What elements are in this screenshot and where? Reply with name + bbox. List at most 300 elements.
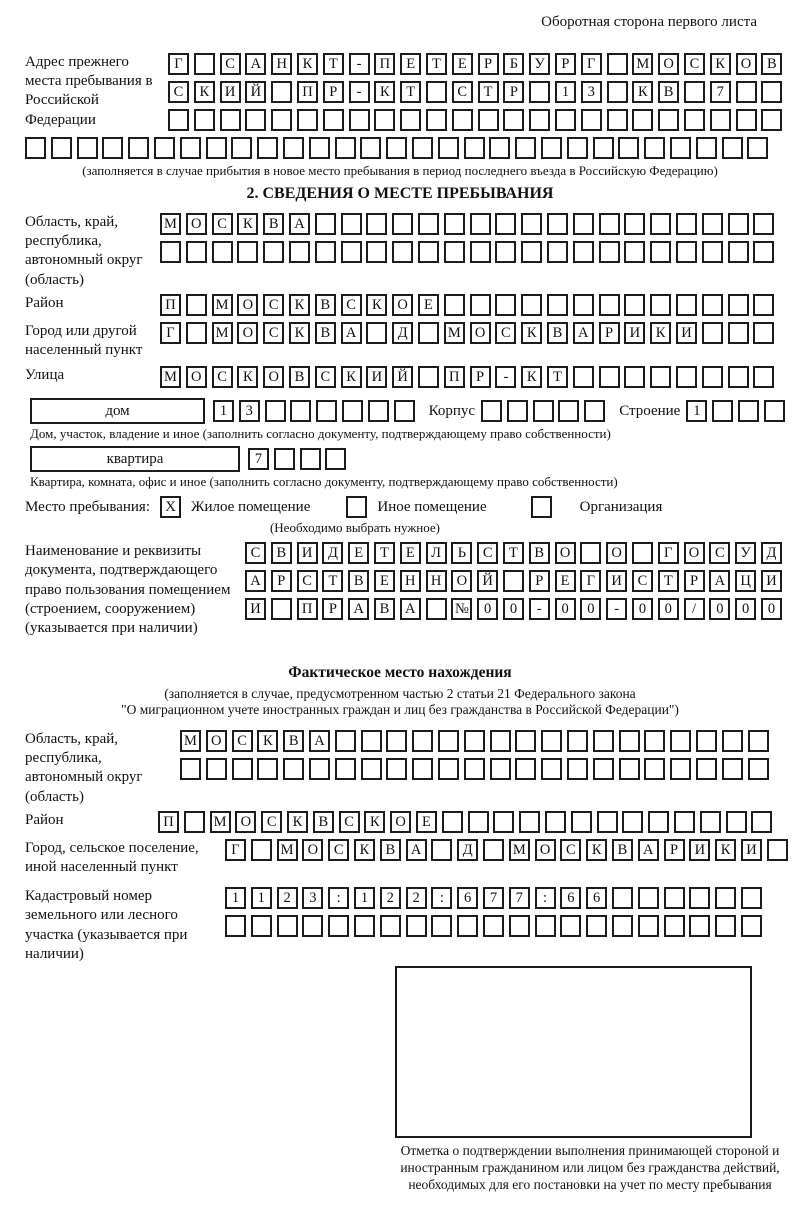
char-box[interactable] [586,915,607,937]
char-box[interactable] [644,730,665,752]
char-box[interactable] [438,730,459,752]
char-box[interactable]: Т [547,366,568,388]
char-box[interactable]: Т [323,53,344,75]
char-box[interactable]: 0 [709,598,730,620]
char-box[interactable] [180,758,201,780]
char-box[interactable] [753,322,774,344]
char-box[interactable] [767,839,788,861]
char-box[interactable]: А [406,839,427,861]
char-box[interactable] [529,81,550,103]
char-box[interactable]: 0 [735,598,756,620]
char-box[interactable] [560,915,581,937]
char-box[interactable] [507,400,528,422]
char-box[interactable] [632,109,653,131]
char-box[interactable]: М [509,839,530,861]
char-box[interactable] [607,81,628,103]
char-box[interactable] [535,915,556,937]
char-box[interactable]: Р [271,570,292,592]
char-box[interactable] [392,213,413,235]
char-box[interactable]: А [573,322,594,344]
char-box[interactable] [335,137,356,159]
char-box[interactable] [237,241,258,263]
char-box[interactable] [186,294,207,316]
char-box[interactable]: Й [477,570,498,592]
char-box[interactable] [521,294,542,316]
char-box[interactable] [309,758,330,780]
char-box[interactable] [670,137,691,159]
char-box[interactable] [710,109,731,131]
char-box[interactable]: Р [478,53,499,75]
char-box[interactable] [738,400,759,422]
char-box[interactable]: Т [426,53,447,75]
char-box[interactable]: Д [392,322,413,344]
char-box[interactable]: И [606,570,627,592]
char-box[interactable]: : [328,887,349,909]
char-box[interactable] [702,322,723,344]
char-box[interactable]: К [257,730,278,752]
char-box[interactable] [418,241,439,263]
char-box[interactable] [274,448,295,470]
char-box[interactable]: Р [503,81,524,103]
char-box[interactable] [696,758,717,780]
char-box[interactable]: А [400,598,421,620]
char-box[interactable] [700,811,721,833]
char-box[interactable]: С [477,542,498,564]
char-box[interactable] [431,915,452,937]
char-box[interactable]: С [212,366,233,388]
char-box[interactable] [418,213,439,235]
char-box[interactable]: Ц [735,570,756,592]
char-box[interactable]: 2 [277,887,298,909]
char-box[interactable] [676,213,697,235]
char-box[interactable]: В [348,570,369,592]
char-box[interactable] [624,366,645,388]
char-box[interactable]: П [158,811,179,833]
char-box[interactable] [392,241,413,263]
char-box[interactable] [300,448,321,470]
char-box[interactable] [271,109,292,131]
char-box[interactable] [670,758,691,780]
char-box[interactable] [650,213,671,235]
char-box[interactable] [328,915,349,937]
char-box[interactable]: К [289,294,310,316]
char-box[interactable]: П [374,53,395,75]
char-box[interactable] [581,109,602,131]
char-box[interactable]: Р [664,839,685,861]
char-box[interactable] [541,758,562,780]
char-box[interactable]: В [283,730,304,752]
char-box[interactable]: Д [761,542,782,564]
char-box[interactable]: 1 [686,400,707,422]
char-box[interactable] [736,81,757,103]
char-box[interactable] [374,109,395,131]
char-box[interactable]: 6 [457,887,478,909]
char-box[interactable] [394,400,415,422]
char-box[interactable] [607,109,628,131]
char-box[interactable] [644,137,665,159]
char-box[interactable]: О [684,542,705,564]
char-box[interactable]: И [297,542,318,564]
char-box[interactable] [547,241,568,263]
char-box[interactable] [753,241,774,263]
char-box[interactable]: И [676,322,697,344]
char-box[interactable] [349,109,370,131]
char-box[interactable] [342,400,363,422]
char-box[interactable] [658,109,679,131]
char-box[interactable] [442,811,463,833]
char-box[interactable] [664,915,685,937]
char-box[interactable] [612,915,633,937]
char-box[interactable] [632,542,653,564]
char-box[interactable] [438,758,459,780]
char-box[interactable] [290,400,311,422]
char-box[interactable] [728,294,749,316]
char-box[interactable] [715,915,736,937]
char-box[interactable] [232,758,253,780]
char-box[interactable] [599,294,620,316]
char-box[interactable]: К [364,811,385,833]
char-box[interactable]: 6 [560,887,581,909]
char-box[interactable]: : [431,887,452,909]
char-box[interactable] [289,241,310,263]
char-box[interactable]: В [271,542,292,564]
char-box[interactable] [186,322,207,344]
char-box[interactable] [361,730,382,752]
char-box[interactable]: К [354,839,375,861]
char-box[interactable]: К [366,294,387,316]
char-box[interactable]: К [341,366,362,388]
char-box[interactable] [593,137,614,159]
char-box[interactable]: О [235,811,256,833]
char-box[interactable] [573,213,594,235]
char-box[interactable]: В [658,81,679,103]
char-box[interactable] [722,758,743,780]
char-box[interactable]: Г [168,53,189,75]
char-box[interactable]: П [444,366,465,388]
char-box[interactable]: Н [426,570,447,592]
char-box[interactable] [464,730,485,752]
char-box[interactable]: Р [684,570,705,592]
char-box[interactable] [283,758,304,780]
char-box[interactable]: А [341,322,362,344]
char-box[interactable]: К [194,81,215,103]
char-box[interactable]: Т [658,570,679,592]
char-box[interactable] [452,109,473,131]
char-box[interactable]: Д [322,542,343,564]
char-box[interactable]: В [612,839,633,861]
char-box[interactable] [366,241,387,263]
char-box[interactable] [599,213,620,235]
char-box[interactable] [265,400,286,422]
char-box[interactable] [493,811,514,833]
char-box[interactable] [676,294,697,316]
char-box[interactable]: 1 [225,887,246,909]
char-box[interactable]: Е [400,542,421,564]
char-box[interactable]: М [632,53,653,75]
confirmation-stamp-box[interactable] [395,966,752,1138]
char-box[interactable] [180,137,201,159]
char-box[interactable] [380,915,401,937]
char-box[interactable] [323,109,344,131]
char-box[interactable] [573,366,594,388]
char-box[interactable] [684,109,705,131]
char-box[interactable]: 3 [302,887,323,909]
char-box[interactable] [426,598,447,620]
char-box[interactable]: Й [392,366,413,388]
char-box[interactable] [715,887,736,909]
char-box[interactable] [547,294,568,316]
char-box[interactable] [567,758,588,780]
char-box[interactable] [490,730,511,752]
char-box[interactable] [495,241,516,263]
char-box[interactable]: К [287,811,308,833]
char-box[interactable]: Т [322,570,343,592]
char-box[interactable]: 3 [581,81,602,103]
char-box[interactable] [515,758,536,780]
char-box[interactable] [722,730,743,752]
char-box[interactable] [470,213,491,235]
char-box[interactable] [341,213,362,235]
char-box[interactable] [481,400,502,422]
char-box[interactable]: И [689,839,710,861]
char-box[interactable] [360,137,381,159]
char-box[interactable]: О [302,839,323,861]
char-box[interactable]: С [220,53,241,75]
char-box[interactable]: М [444,322,465,344]
char-box[interactable]: В [529,542,550,564]
char-box[interactable]: Е [555,570,576,592]
char-box[interactable]: : [535,887,556,909]
char-box[interactable] [464,758,485,780]
char-box[interactable]: Л [426,542,447,564]
char-box[interactable]: С [632,570,653,592]
char-box[interactable]: 0 [555,598,576,620]
char-box[interactable]: Г [580,570,601,592]
char-box[interactable]: В [315,322,336,344]
char-box[interactable] [128,137,149,159]
char-box[interactable]: Г [658,542,679,564]
char-box[interactable]: М [210,811,231,833]
char-box[interactable] [670,730,691,752]
char-box[interactable]: О [186,366,207,388]
char-box[interactable]: С [245,542,266,564]
char-box[interactable]: 3 [239,400,260,422]
char-box[interactable]: Б [503,53,524,75]
char-box[interactable] [361,758,382,780]
char-box[interactable]: 0 [477,598,498,620]
char-box[interactable]: - [529,598,550,620]
char-box[interactable] [702,366,723,388]
char-box[interactable]: Е [348,542,369,564]
char-box[interactable]: В [380,839,401,861]
char-box[interactable] [748,758,769,780]
char-box[interactable] [400,109,421,131]
char-box[interactable]: 2 [380,887,401,909]
char-box[interactable]: 7 [248,448,269,470]
char-box[interactable]: / [684,598,705,620]
char-box[interactable] [206,137,227,159]
char-box[interactable]: Н [271,53,292,75]
char-box[interactable] [728,322,749,344]
char-box[interactable]: К [710,53,731,75]
char-box[interactable]: 1 [251,887,272,909]
char-box[interactable]: Й [245,81,266,103]
char-box[interactable]: К [237,366,258,388]
char-box[interactable]: - [349,81,370,103]
char-box[interactable] [567,137,588,159]
char-box[interactable]: Е [416,811,437,833]
char-box[interactable]: У [529,53,550,75]
char-box[interactable] [624,241,645,263]
char-box[interactable]: У [735,542,756,564]
char-box[interactable]: С [263,322,284,344]
char-box[interactable] [689,887,710,909]
char-box[interactable]: К [297,53,318,75]
char-box[interactable]: - [349,53,370,75]
char-box[interactable] [509,915,530,937]
char-box[interactable] [696,730,717,752]
char-box[interactable]: А [245,570,266,592]
char-box[interactable] [483,915,504,937]
char-box[interactable]: Р [323,81,344,103]
char-box[interactable]: 0 [632,598,653,620]
char-box[interactable]: О [606,542,627,564]
char-box[interactable] [622,811,643,833]
char-box[interactable] [751,811,772,833]
char-box[interactable]: В [761,53,782,75]
char-box[interactable] [444,241,465,263]
char-box[interactable] [545,811,566,833]
char-box[interactable] [386,137,407,159]
char-box[interactable]: Е [418,294,439,316]
char-box[interactable] [573,241,594,263]
char-box[interactable] [160,241,181,263]
char-box[interactable] [418,366,439,388]
char-box[interactable] [573,294,594,316]
char-box[interactable]: О [263,366,284,388]
char-box[interactable] [302,915,323,937]
char-box[interactable]: Р [529,570,550,592]
char-box[interactable]: О [535,839,556,861]
char-box[interactable]: И [624,322,645,344]
char-box[interactable] [761,81,782,103]
char-box[interactable] [664,887,685,909]
char-box[interactable] [386,730,407,752]
char-box[interactable] [489,137,510,159]
char-box[interactable]: С [684,53,705,75]
char-box[interactable] [619,758,640,780]
char-box[interactable] [584,400,605,422]
char-box[interactable]: С [495,322,516,344]
char-box[interactable]: М [212,294,233,316]
char-box[interactable]: 2 [406,887,427,909]
char-box[interactable] [457,915,478,937]
char-box[interactable] [464,137,485,159]
char-box[interactable] [597,811,618,833]
char-box[interactable] [426,109,447,131]
char-box[interactable] [220,109,241,131]
char-box[interactable] [644,758,665,780]
char-box[interactable]: С [339,811,360,833]
char-box[interactable] [346,496,367,518]
char-box[interactable] [251,915,272,937]
char-box[interactable]: С [341,294,362,316]
char-box[interactable]: А [638,839,659,861]
char-box[interactable] [650,241,671,263]
char-box[interactable] [271,598,292,620]
char-box[interactable]: О [470,322,491,344]
char-box[interactable]: О [206,730,227,752]
char-box[interactable]: П [297,598,318,620]
char-box[interactable] [547,213,568,235]
char-box[interactable]: 7 [509,887,530,909]
char-box[interactable] [503,109,524,131]
char-box[interactable] [702,241,723,263]
char-box[interactable] [297,109,318,131]
char-box[interactable]: Г [225,839,246,861]
char-box[interactable] [438,137,459,159]
char-box[interactable]: А [348,598,369,620]
char-box[interactable] [412,137,433,159]
char-box[interactable] [412,758,433,780]
char-box[interactable]: П [160,294,181,316]
char-box[interactable] [77,137,98,159]
char-box[interactable] [154,137,175,159]
char-box[interactable] [315,241,336,263]
char-box[interactable] [386,758,407,780]
char-box[interactable]: О [237,294,258,316]
char-box[interactable]: Е [452,53,473,75]
char-box[interactable] [702,213,723,235]
char-box[interactable]: Е [374,570,395,592]
char-box[interactable]: А [309,730,330,752]
char-box[interactable] [184,811,205,833]
char-box[interactable] [495,213,516,235]
char-box[interactable]: Г [581,53,602,75]
char-box[interactable] [335,730,356,752]
char-box[interactable] [555,109,576,131]
char-box[interactable]: О [237,322,258,344]
char-box[interactable]: М [180,730,201,752]
char-box[interactable] [533,400,554,422]
char-box[interactable]: № [451,598,472,620]
char-box[interactable]: К [632,81,653,103]
char-box[interactable] [341,241,362,263]
char-box[interactable] [102,137,123,159]
char-box[interactable] [726,811,747,833]
char-box[interactable]: Р [599,322,620,344]
char-box[interactable] [753,294,774,316]
char-box[interactable]: К [650,322,671,344]
char-box[interactable]: И [245,598,266,620]
char-box[interactable]: С [328,839,349,861]
char-box[interactable] [748,730,769,752]
char-box[interactable] [470,241,491,263]
char-box[interactable]: X [160,496,181,518]
char-box[interactable] [354,915,375,937]
char-box[interactable]: Е [400,53,421,75]
char-box[interactable]: Т [478,81,499,103]
char-box[interactable] [366,322,387,344]
char-box[interactable]: О [555,542,576,564]
char-box[interactable] [257,137,278,159]
char-box[interactable]: 1 [213,400,234,422]
char-box[interactable]: С [560,839,581,861]
char-box[interactable] [194,109,215,131]
char-box[interactable]: Г [160,322,181,344]
char-box[interactable]: В [313,811,334,833]
char-box[interactable] [519,811,540,833]
